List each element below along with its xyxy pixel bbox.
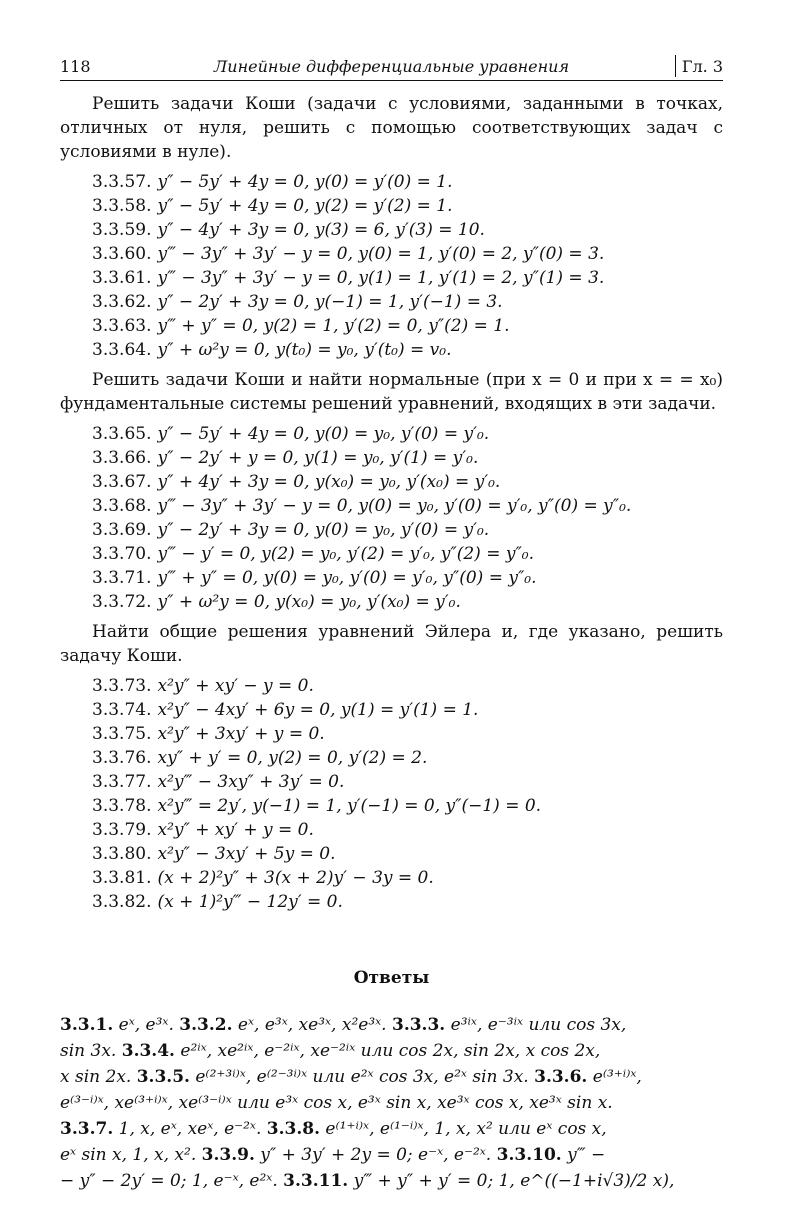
problem-item bbox=[60, 338, 723, 362]
answer-number: 3.3.4. bbox=[121, 1041, 175, 1061]
answer-line bbox=[60, 1038, 723, 1064]
problem-equation: y″ − 5y′ + 4y = 0, y(0) = y₀, y′(0) = y′₀. bbox=[157, 424, 490, 444]
problem-equation: x²y″ + 3xy′ + y = 0. bbox=[157, 724, 325, 744]
problem-sections bbox=[60, 92, 723, 914]
answer-text: x sin 2x. bbox=[60, 1067, 137, 1087]
problem-number: 3.3.73. bbox=[92, 676, 152, 696]
problem-equation: y‴ − 3y″ + 3y′ − y = 0, y(0) = 1, y′(0) = 2, y″(0) = 3. bbox=[157, 244, 605, 264]
answer-number: 3.3.6. bbox=[534, 1067, 588, 1087]
problem-equation: y‴ + y″ = 0, y(0) = y₀, y′(0) = y′₀, y″(0) = y″₀. bbox=[157, 568, 537, 588]
problem-number: 3.3.65. bbox=[92, 424, 152, 444]
problem-number: 3.3.77. bbox=[92, 772, 152, 792]
problem-item bbox=[60, 542, 723, 566]
problem-equation: y″ − 2y′ + 3y = 0, y(0) = y₀, y′(0) = y′₀. bbox=[157, 520, 490, 540]
answer-line bbox=[60, 1090, 723, 1116]
section-intro: Найти общие решения уравнений Эйлера и, где указано, решить задачу Коши. bbox=[60, 622, 723, 666]
problem-item bbox=[60, 698, 723, 722]
answer-text: e⁽²⁺³ⁱ⁾ˣ, e⁽²⁻³ⁱ⁾ˣ или e²ˣ cos 3x, e²ˣ sin 3x. bbox=[189, 1067, 535, 1087]
problem-item bbox=[60, 674, 723, 698]
problem-item bbox=[60, 866, 723, 890]
answer-text: − y″ − 2y′ = 0; 1, e⁻ˣ, e²ˣ. bbox=[60, 1171, 284, 1191]
answer-number: 3.3.10. bbox=[496, 1145, 562, 1165]
problem-equation: y″ − 2y′ + 3y = 0, y(−1) = 1, y′(−1) = 3. bbox=[157, 292, 503, 312]
problem-equation: y‴ − 3y″ + 3y′ − y = 0, y(1) = 1, y′(1) = 2, y″(1) = 3. bbox=[157, 268, 605, 288]
answer-line bbox=[60, 1064, 723, 1090]
problem-number: 3.3.59. bbox=[92, 220, 152, 240]
problem-equation: x²y‴ − 3xy″ + 3y′ = 0. bbox=[157, 772, 345, 792]
problem-item bbox=[60, 794, 723, 818]
answer-number: 3.3.7. bbox=[60, 1119, 114, 1139]
problem-group bbox=[60, 368, 723, 614]
answer-line bbox=[60, 1168, 723, 1194]
problem-item bbox=[60, 242, 723, 266]
answer-number: 3.3.3. bbox=[391, 1015, 446, 1035]
answer-text: e⁽³⁺ⁱ⁾ˣ, bbox=[587, 1067, 642, 1087]
problem-item bbox=[60, 590, 723, 614]
answer-text: y‴ + y″ + y′ = 0; 1, e^((−1+i√3)/2 x), bbox=[348, 1171, 675, 1191]
problem-equation: y″ − 4y′ + 3y = 0, y(3) = 6, y′(3) = 10. bbox=[157, 220, 485, 240]
answer-text: y‴ − bbox=[561, 1145, 606, 1165]
problem-number: 3.3.62. bbox=[92, 292, 152, 312]
answer-text: sin 3x. bbox=[60, 1041, 122, 1061]
problem-number: 3.3.76. bbox=[92, 748, 152, 768]
problem-item bbox=[60, 314, 723, 338]
problem-number: 3.3.75. bbox=[92, 724, 152, 744]
problem-number: 3.3.82. bbox=[92, 892, 152, 912]
answers-heading: Ответы bbox=[353, 968, 430, 988]
problem-number: 3.3.61. bbox=[92, 268, 152, 288]
problem-number: 3.3.70. bbox=[92, 544, 152, 564]
problem-equation: y‴ + y″ = 0, y(2) = 1, y′(2) = 0, y″(2) = 1. bbox=[157, 316, 510, 336]
problem-item bbox=[60, 290, 723, 314]
answer-number: 3.3.2. bbox=[179, 1015, 233, 1035]
answer-line bbox=[60, 1142, 723, 1168]
problem-group bbox=[60, 620, 723, 914]
problem-number: 3.3.58. bbox=[92, 196, 152, 216]
problem-number: 3.3.81. bbox=[92, 868, 152, 888]
problem-equation: y‴ − y′ = 0, y(2) = y₀, y′(2) = y′₀, y″(2) = y″₀. bbox=[157, 544, 535, 564]
problem-number: 3.3.67. bbox=[92, 472, 152, 492]
section-intro: Решить задачи Коши (задачи с условиями, заданными в точках, отличных от нуля, решить с помощью соответствующих задач с условиями в нуле). bbox=[60, 94, 723, 162]
problem-number: 3.3.64. bbox=[92, 340, 152, 360]
problem-item bbox=[60, 422, 723, 446]
problem-number: 3.3.69. bbox=[92, 520, 152, 540]
problem-equation: y″ + ω²y = 0, y(t₀) = y₀, y′(t₀) = v₀. bbox=[157, 340, 452, 360]
answer-line bbox=[60, 1116, 723, 1142]
answer-text: eˣ, e³ˣ. bbox=[113, 1015, 180, 1035]
problem-item bbox=[60, 518, 723, 542]
problem-equation: y″ − 2y′ + y = 0, y(1) = y₀, y′(1) = y′₀. bbox=[157, 448, 479, 468]
answer-number: 3.3.1. bbox=[60, 1015, 114, 1035]
answer-line bbox=[60, 1012, 723, 1038]
problem-number: 3.3.63. bbox=[92, 316, 152, 336]
problem-equation: xy″ + y′ = 0, y(2) = 0, y′(2) = 2. bbox=[157, 748, 428, 768]
answer-text: y″ + 3y′ + 2y = 0; e⁻ˣ, e⁻²ˣ. bbox=[254, 1145, 497, 1165]
problem-item bbox=[60, 170, 723, 194]
problem-equation: x²y″ + xy′ + y = 0. bbox=[157, 820, 314, 840]
answer-text: eˣ sin x, 1, x, x². bbox=[60, 1145, 202, 1165]
problem-item bbox=[60, 722, 723, 746]
answer-number: 3.3.11. bbox=[283, 1171, 349, 1191]
problem-equation: (x + 2)²y″ + 3(x + 2)y′ − 3y = 0. bbox=[157, 868, 434, 888]
problem-equation: x²y″ − 3xy′ + 5y = 0. bbox=[157, 844, 336, 864]
section-intro: Решить задачи Коши и найти нормальные (при x = 0 и при x = = x₀) фундаментальные системы решений уравнений, входящих в эти задачи. bbox=[60, 370, 723, 414]
answer-text: e²ⁱˣ, xe²ⁱˣ, e⁻²ⁱˣ, xe⁻²ⁱˣ или cos 2x, sin 2x, x cos 2x, bbox=[174, 1041, 601, 1061]
problem-equation: x²y‴ = 2y′, y(−1) = 1, y′(−1) = 0, y″(−1) = 0. bbox=[157, 796, 542, 816]
answer-number: 3.3.9. bbox=[201, 1145, 255, 1165]
problem-group bbox=[60, 92, 723, 362]
problem-item bbox=[60, 842, 723, 866]
answer-text: eˣ, e³ˣ, xe³ˣ, x²e³ˣ. bbox=[232, 1015, 392, 1035]
chapter-label: Гл. 3 bbox=[681, 57, 723, 76]
header-rule bbox=[60, 80, 723, 81]
problem-equation: y″ + 4y′ + 3y = 0, y(x₀) = y₀, y′(x₀) = y′₀. bbox=[157, 472, 501, 492]
page-number: 118 bbox=[60, 57, 91, 76]
problem-equation: x²y″ + xy′ − y = 0. bbox=[157, 676, 314, 696]
problem-number: 3.3.79. bbox=[92, 820, 152, 840]
problem-number: 3.3.57. bbox=[92, 172, 152, 192]
answer-text: e³ⁱˣ, e⁻³ⁱˣ или cos 3x, bbox=[445, 1015, 627, 1035]
running-header bbox=[60, 57, 723, 81]
problem-item bbox=[60, 818, 723, 842]
answer-text: e⁽¹⁺ⁱ⁾ˣ, e⁽¹⁻ⁱ⁾ˣ, 1, x, x² или eˣ cos x, bbox=[320, 1119, 607, 1139]
problem-equation: y″ − 5y′ + 4y = 0, y(2) = y′(2) = 1. bbox=[157, 196, 453, 216]
problem-number: 3.3.80. bbox=[92, 844, 152, 864]
problem-item bbox=[60, 218, 723, 242]
answers-block bbox=[60, 1012, 723, 1194]
problem-equation: y″ − 5y′ + 4y = 0, y(0) = y′(0) = 1. bbox=[157, 172, 453, 192]
problem-item bbox=[60, 194, 723, 218]
page-body bbox=[60, 92, 723, 1194]
problem-item bbox=[60, 446, 723, 470]
problem-item bbox=[60, 494, 723, 518]
problem-number: 3.3.78. bbox=[92, 796, 152, 816]
answer-number: 3.3.5. bbox=[136, 1067, 190, 1087]
answer-text: 1, x, eˣ, xeˣ, e⁻²ˣ. bbox=[113, 1119, 267, 1139]
problem-item bbox=[60, 770, 723, 794]
problem-equation: x²y″ − 4xy′ + 6y = 0, y(1) = y′(1) = 1. bbox=[157, 700, 479, 720]
problem-number: 3.3.68. bbox=[92, 496, 152, 516]
problem-equation: y‴ − 3y″ + 3y′ − y = 0, y(0) = y₀, y′(0) = y′₀, y″(0) = y″₀. bbox=[157, 496, 632, 516]
problem-item bbox=[60, 746, 723, 770]
problem-number: 3.3.66. bbox=[92, 448, 152, 468]
answer-number: 3.3.8. bbox=[266, 1119, 321, 1139]
problem-number: 3.3.74. bbox=[92, 700, 152, 720]
problem-number: 3.3.71. bbox=[92, 568, 152, 588]
problem-item bbox=[60, 266, 723, 290]
problem-item bbox=[60, 566, 723, 590]
problem-equation: (x + 1)²y‴ − 12y′ = 0. bbox=[157, 892, 343, 912]
problem-number: 3.3.60. bbox=[92, 244, 152, 264]
running-title: Линейные дифференциальные уравнения bbox=[213, 57, 570, 76]
problem-item bbox=[60, 890, 723, 914]
problem-item bbox=[60, 470, 723, 494]
problem-number: 3.3.72. bbox=[92, 592, 152, 612]
answer-text: e⁽³⁻ⁱ⁾ˣ, xe⁽³⁺ⁱ⁾ˣ, xe⁽³⁻ⁱ⁾ˣ или e³ˣ cos x, e³ˣ sin x, xe³ˣ cos x, xe³ˣ sin x. bbox=[60, 1093, 613, 1113]
problem-equation: y″ + ω²y = 0, y(x₀) = y₀, y′(x₀) = y′₀. bbox=[157, 592, 461, 612]
